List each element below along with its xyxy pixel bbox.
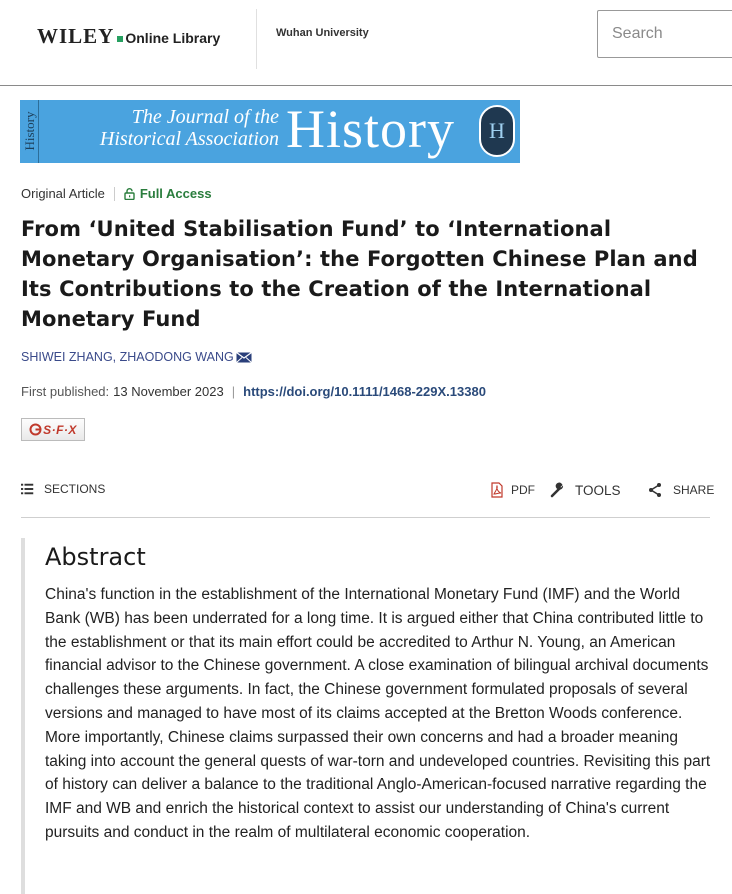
mail-icon[interactable] xyxy=(236,352,252,363)
institution-name: Wuhan University xyxy=(276,27,369,39)
sections-label: SECTIONS xyxy=(44,482,106,496)
header-divider xyxy=(256,9,257,69)
abstract-text: China's function in the establishment of the International Monetary Fund (IMF) and the World Bank (WB) has been underrated for a long time. It is argued either that China contributed little to the establishment or that its main effort could be accredited to Arthur N. Young, an American financial advisor to the Chinese government. A close examination of bilingual archival documents challenges these arguments. In fact, the Chinese government formulated proposals of several versions and managed to have most of its claims accepted at the Bretton Woods conference. More importantly, Chinese claims surpassed their own concerns and had a broader meaning taking into account the general quests of war-torn and undeveloped countries. Revisiting this part of history can deliver a balance to the traditional Anglo-American-focused narrative regarding the IMF and WB and enrich the historical context to assist our understanding of China's current pursuits and conduct in the realm of multilateral economic cooperation. xyxy=(45,586,711,841)
search-input[interactable] xyxy=(597,10,732,58)
published-separator: | xyxy=(231,384,236,399)
share-icon xyxy=(647,482,663,498)
sections-button[interactable] xyxy=(21,482,105,496)
site-header xyxy=(0,0,732,86)
banner-journal-name: History xyxy=(286,100,455,159)
abstract-section xyxy=(21,538,710,894)
list-icon xyxy=(21,482,35,496)
pdf-label: PDF xyxy=(511,483,535,497)
banner-journal-line: The Journal of the Historical Association xyxy=(99,106,279,150)
article-meta xyxy=(21,186,212,201)
unlock-icon xyxy=(124,188,135,200)
publication-info xyxy=(21,384,486,399)
wrench-icon xyxy=(550,482,566,498)
doi-link[interactable]: https://doi.org/10.1111/1468-229X.13380 xyxy=(243,384,486,399)
logo-brand: WILEY xyxy=(37,24,115,48)
sfx-button[interactable] xyxy=(21,418,85,441)
share-button[interactable] xyxy=(647,482,714,498)
published-label: First published: xyxy=(21,384,110,399)
logo-dot-icon xyxy=(117,36,123,42)
pdf-icon xyxy=(489,482,505,498)
abstract-heading: Abstract xyxy=(45,543,146,571)
banner-side-strip xyxy=(20,100,39,163)
wiley-logo[interactable] xyxy=(37,24,220,49)
meta-separator xyxy=(114,187,115,201)
author-list xyxy=(21,350,252,364)
logo-product: Online Library xyxy=(125,30,221,46)
banner-side-text: History xyxy=(22,111,37,151)
full-access-badge: Full Access xyxy=(139,186,212,201)
tools-label: TOOLS xyxy=(575,482,621,498)
banner-emblem-icon: H xyxy=(479,105,515,157)
published-date: 13 November 2023 xyxy=(113,384,224,399)
authors-link[interactable]: SHIWEI ZHANG, ZHAODONG WANG xyxy=(21,350,234,364)
journal-banner[interactable] xyxy=(20,100,520,163)
article-type: Original Article xyxy=(21,186,105,201)
share-label: SHARE xyxy=(673,483,715,497)
sfx-logo-icon xyxy=(29,423,42,436)
article-title: From ‘United Stabilisation Fund’ to ‘International Monetary Organisation’: the Forgotten Chinese Plan and Its Contributions to the Creation of the International Monetary Fund xyxy=(21,217,698,331)
article-toolbar xyxy=(21,474,715,518)
sfx-label: S·F·X xyxy=(43,422,77,437)
tools-button[interactable] xyxy=(550,482,621,498)
pdf-button[interactable] xyxy=(489,482,535,498)
